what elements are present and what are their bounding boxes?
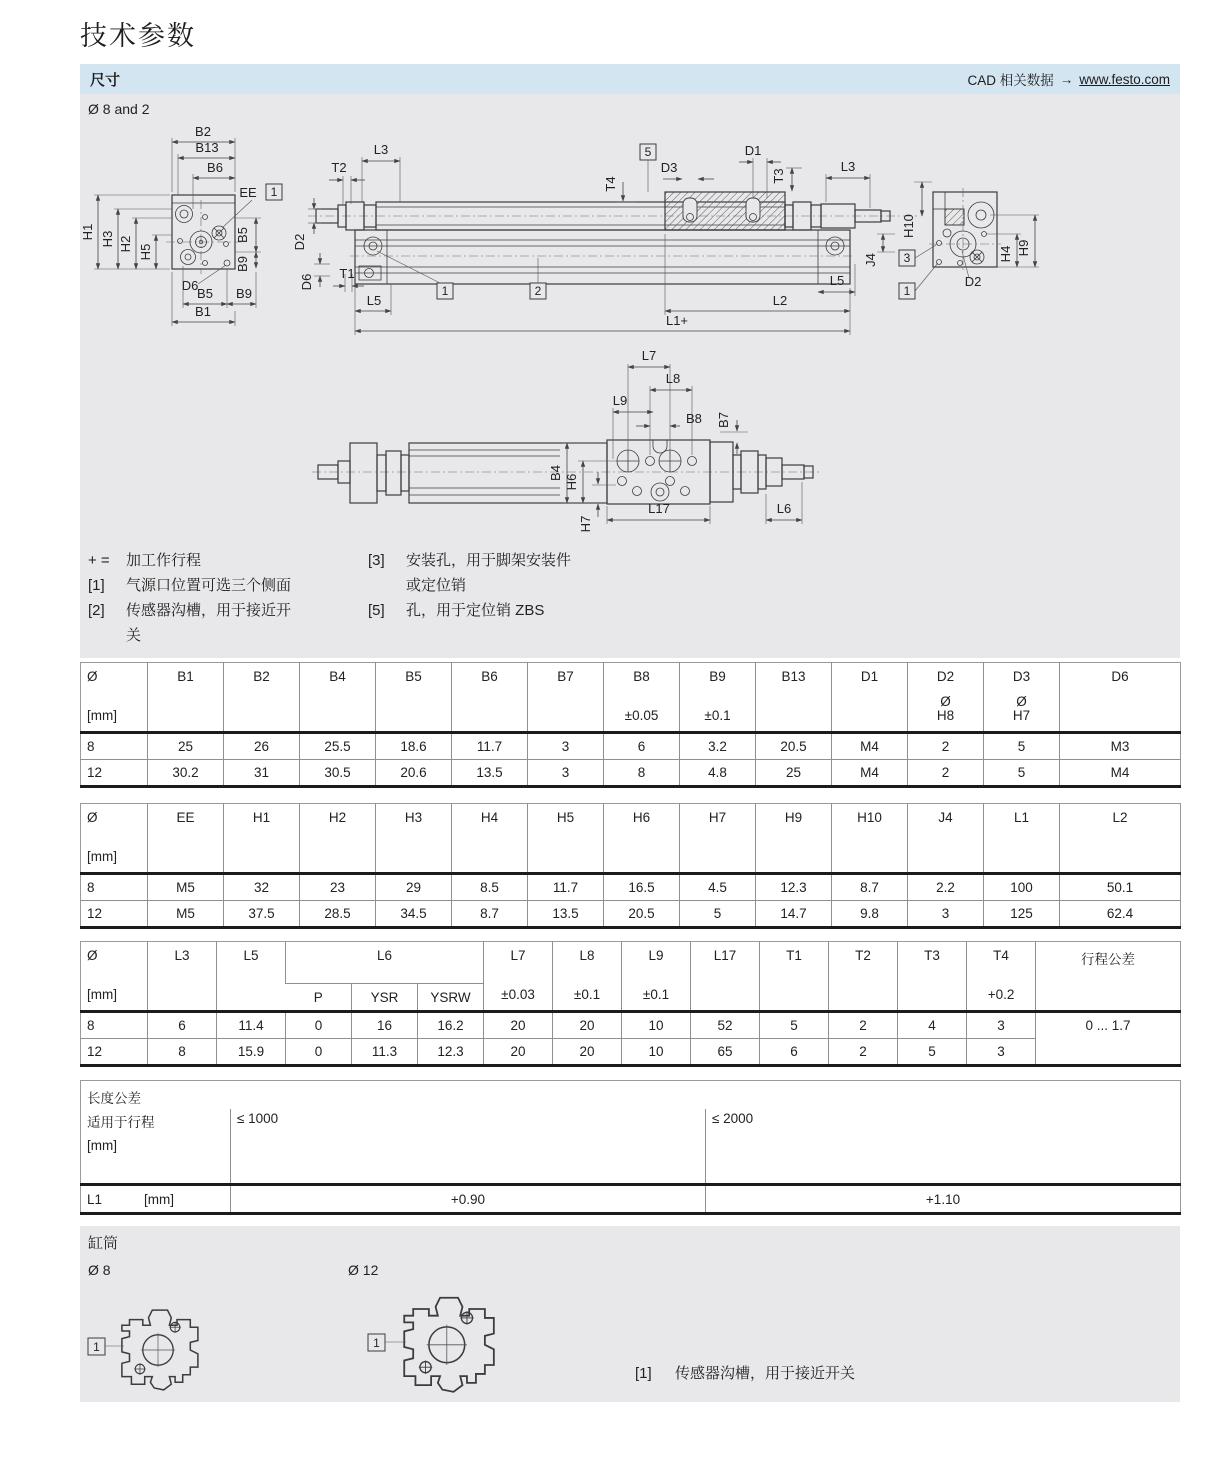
cell: 8 <box>604 760 680 787</box>
dim-label: T1 <box>339 266 355 281</box>
cell: 23 <box>300 874 376 901</box>
dim-label: L1+ <box>665 313 689 328</box>
dim-label: B2 <box>195 124 211 139</box>
column-header: H3 <box>376 804 452 874</box>
cell: 5 <box>898 1039 967 1066</box>
table-row <box>81 874 1181 901</box>
cell: 32 <box>224 874 300 901</box>
cell: 3.2 <box>680 733 756 760</box>
barrel-profiles-drawing <box>80 1226 1180 1402</box>
callout-label: 3 <box>903 251 911 265</box>
column-header: T3 <box>898 942 967 1012</box>
cell: 31 <box>224 760 300 787</box>
cell: 13.5 <box>528 901 604 928</box>
cell: 8.7 <box>452 901 528 928</box>
dim-label: D2 <box>292 233 307 251</box>
dim-label: L6 <box>776 501 792 516</box>
column-header: B2 <box>224 663 300 733</box>
dim-label: H3 <box>100 230 115 248</box>
section-title: 尺寸 <box>90 71 121 89</box>
cell: 11.3 <box>352 1039 418 1066</box>
cell: 10 <box>622 1039 691 1066</box>
cell: +1.10 <box>706 1185 1181 1214</box>
legend-item: [5] 孔，用于定位销 ZBS <box>368 602 545 619</box>
column-header: Ø [mm] <box>81 804 148 874</box>
column-header-group: L6 <box>286 942 484 984</box>
cell: 6 <box>604 733 680 760</box>
cell: 0 <box>286 1039 352 1066</box>
column-header: H10 <box>832 804 908 874</box>
column-header: 行程公差 <box>1036 942 1181 1012</box>
column-header: J4 <box>908 804 984 874</box>
cell: 18.6 <box>376 733 452 760</box>
callout-label: 1 <box>93 1340 100 1354</box>
barrel-footnote: [1] 传感器沟槽，用于接近开关 <box>635 1365 856 1382</box>
cell: 16 <box>352 1012 418 1039</box>
cell: 20.5 <box>756 733 832 760</box>
column-header: L7 ±0.03 <box>484 942 553 1012</box>
column-header: T4 +0.2 <box>967 942 1036 1012</box>
cell: 9.8 <box>832 901 908 928</box>
cad-data-note <box>967 69 1170 89</box>
cell: 20 <box>484 1012 553 1039</box>
barrel-d8-label: Ø 8 <box>88 1262 111 1278</box>
cell: 20.5 <box>604 901 680 928</box>
column-subheader: YSR <box>352 984 418 1012</box>
length-tolerance-table <box>80 1080 1181 1215</box>
cell: 2 <box>829 1012 898 1039</box>
table-header-row <box>81 663 1181 733</box>
section-header-bar <box>80 64 1180 94</box>
diameter-note: Ø 8 and 2 <box>88 101 150 117</box>
dim-label: B1 <box>195 304 211 319</box>
cell: 50.1 <box>1060 874 1181 901</box>
barrel-profile-8 <box>88 1310 198 1390</box>
cell: L1 [mm] <box>87 1191 175 1207</box>
cell: 8 <box>148 1039 217 1066</box>
cell: 2 <box>908 733 984 760</box>
dim-label: T3 <box>771 168 786 184</box>
top-view <box>312 348 820 532</box>
dim-label: H1 <box>80 223 95 241</box>
dim-label: L3 <box>373 142 389 157</box>
column-subheader: P <box>286 984 352 1012</box>
stroke-tolerance-cell: 0 ... 1.7 <box>1036 1012 1181 1066</box>
cell: 12 <box>81 901 148 928</box>
cell: 3 <box>528 733 604 760</box>
cell: 2 <box>908 760 984 787</box>
cell: M5 <box>148 874 224 901</box>
festo-link[interactable]: www.festo.com <box>1079 71 1170 87</box>
column-header: ≤ 2000 <box>706 1109 1181 1185</box>
dim-label: H5 <box>138 243 153 261</box>
cell: 2 <box>829 1039 898 1066</box>
dim-label: J4 <box>863 253 878 267</box>
column-header: B7 <box>528 663 604 733</box>
column-header: ≤ 1000 <box>231 1109 706 1185</box>
cell: 15.9 <box>217 1039 286 1066</box>
dim-label: L2 <box>772 293 788 308</box>
column-header: 适用于行程 [mm] <box>81 1109 231 1185</box>
dim-label: B6 <box>207 160 223 175</box>
dimension-table-lt <box>80 941 1181 1067</box>
dim-label: H9 <box>1016 239 1031 257</box>
column-header: L17 <box>691 942 760 1012</box>
dim-label: T2 <box>331 160 347 175</box>
cell: 34.5 <box>376 901 452 928</box>
table-header-row <box>81 1109 1181 1185</box>
callout-label: 1 <box>903 284 911 298</box>
dim-label: H4 <box>998 245 1013 263</box>
cell: 20.6 <box>376 760 452 787</box>
column-header: B1 <box>148 663 224 733</box>
table-row <box>81 760 1181 787</box>
cell: M4 <box>832 733 908 760</box>
legend-item: [3] 安装孔，用于脚架安装件或定位销 <box>368 552 572 594</box>
cell: 25 <box>148 733 224 760</box>
cell: 37.5 <box>224 901 300 928</box>
column-subheader: YSRW <box>418 984 484 1012</box>
cell: 26 <box>224 733 300 760</box>
column-header: H4 <box>452 804 528 874</box>
column-header: H9 <box>756 804 832 874</box>
cell: 8.7 <box>832 874 908 901</box>
cell: M3 <box>1060 733 1181 760</box>
cell: 20 <box>553 1039 622 1066</box>
dim-label: B8 <box>686 411 702 426</box>
cell: 12 <box>81 1039 148 1066</box>
dim-label: L8 <box>665 371 681 386</box>
dim-label: B5 <box>235 227 250 243</box>
cell: 25 <box>756 760 832 787</box>
cell: 11.7 <box>528 874 604 901</box>
dim-label: B4 <box>548 465 563 481</box>
cell: 13.5 <box>452 760 528 787</box>
dimension-table-h <box>80 803 1181 929</box>
cell: 25.5 <box>300 733 376 760</box>
end-view-left <box>80 124 282 326</box>
cell: 30.5 <box>300 760 376 787</box>
dim-label: L7 <box>641 348 657 363</box>
dim-label: L17 <box>648 501 670 516</box>
cad-label: CAD 相关数据 <box>967 73 1054 88</box>
end-view-right <box>863 182 1039 299</box>
table-row <box>81 1185 1181 1214</box>
column-header: L9 ±0.1 <box>622 942 691 1012</box>
dim-label: L5 <box>366 293 382 308</box>
cell: 62.4 <box>1060 901 1181 928</box>
cell: 52 <box>691 1012 760 1039</box>
column-header: H7 <box>680 804 756 874</box>
dim-label: D6 <box>299 273 314 291</box>
callout-label: 1 <box>270 185 278 199</box>
column-header: T2 <box>829 942 898 1012</box>
cell: 11.7 <box>452 733 528 760</box>
cell: M4 <box>832 760 908 787</box>
barrel-profile-12 <box>368 1298 494 1392</box>
cell: 3 <box>967 1012 1036 1039</box>
dim-label: L9 <box>612 393 628 408</box>
column-header: B13 <box>756 663 832 733</box>
arrow-icon: → <box>1059 71 1074 87</box>
table-row <box>81 901 1181 928</box>
cell: 28.5 <box>300 901 376 928</box>
cell: M5 <box>148 901 224 928</box>
cell: 16.2 <box>418 1012 484 1039</box>
cell: 8 <box>87 739 95 754</box>
column-header: L3 <box>148 942 217 1012</box>
cell: 14.7 <box>756 901 832 928</box>
column-header: L2 <box>1060 804 1181 874</box>
dim-label: B9 <box>236 286 252 301</box>
cell: 12.3 <box>756 874 832 901</box>
cell: 6 <box>148 1012 217 1039</box>
column-header: B9 ±0.1 <box>680 663 756 733</box>
barrel-d12-label: Ø 12 <box>348 1262 379 1278</box>
table-caption: 长度公差 <box>87 1091 141 1106</box>
column-header: H2 <box>300 804 376 874</box>
dim-label: B7 <box>716 412 731 428</box>
cell: 3 <box>967 1039 1036 1066</box>
cell: 4.5 <box>680 874 756 901</box>
dim-label: L3 <box>840 159 856 174</box>
cell: 5 <box>760 1012 829 1039</box>
cell: 12 <box>81 760 148 787</box>
cell: M4 <box>1060 760 1181 787</box>
dim-label: D2 <box>964 274 982 289</box>
cell: 8 <box>87 1018 95 1033</box>
cell: 8 <box>87 880 95 895</box>
cell: 5 <box>984 760 1060 787</box>
column-header: B8 ±0.05 <box>604 663 680 733</box>
dim-label: D3 <box>660 160 678 175</box>
dim-label: D6 <box>181 278 199 293</box>
cell: 4 <box>898 1012 967 1039</box>
table-header-row <box>81 942 1181 984</box>
cell: 0 <box>286 1012 352 1039</box>
dim-label: T4 <box>603 176 618 192</box>
cell: 3 <box>528 760 604 787</box>
cell: 16.5 <box>604 874 680 901</box>
callout-label: 2 <box>534 284 542 298</box>
cell: 12.3 <box>418 1039 484 1066</box>
column-header: D1 <box>832 663 908 733</box>
cell: 11.4 <box>217 1012 286 1039</box>
callout-label: 1 <box>373 1336 380 1350</box>
column-header: D6 <box>1060 663 1181 733</box>
column-header: T1 <box>760 942 829 1012</box>
cell: 5 <box>984 733 1060 760</box>
table-row <box>81 1039 1181 1066</box>
dim-label: D1 <box>744 143 762 158</box>
column-header: Ø [mm] <box>81 942 148 1012</box>
column-header: EE <box>148 804 224 874</box>
dimension-table-bd <box>80 662 1181 788</box>
cell: +0.90 <box>231 1185 706 1214</box>
dim-label: H7 <box>578 515 593 533</box>
dim-label: B5 <box>197 286 213 301</box>
column-header: B5 <box>376 663 452 733</box>
side-view <box>292 142 918 335</box>
cell: 10 <box>622 1012 691 1039</box>
dim-label: H2 <box>118 235 133 253</box>
page-title: 技术参数 <box>80 21 196 51</box>
cell: 20 <box>484 1039 553 1066</box>
legend-item: [1] 气源口位置可选三个侧面 <box>88 577 292 594</box>
column-header: D2 Ø H8 <box>908 663 984 733</box>
cell: 29 <box>376 874 452 901</box>
column-header: D3 Ø H7 <box>984 663 1060 733</box>
cell: 2.2 <box>908 874 984 901</box>
column-header: L8 ±0.1 <box>553 942 622 1012</box>
column-header: H5 <box>528 804 604 874</box>
cell: 30.2 <box>148 760 224 787</box>
cell: 8.5 <box>452 874 528 901</box>
column-header: H6 <box>604 804 680 874</box>
cell: 6 <box>760 1039 829 1066</box>
dim-label: H6 <box>564 473 579 491</box>
column-header: H1 <box>224 804 300 874</box>
table-caption-row <box>81 1081 1181 1110</box>
callout-label: 1 <box>441 284 449 298</box>
legend-item: + = 加工作行程 <box>88 552 202 569</box>
cell: 5 <box>680 901 756 928</box>
dimensions-section <box>80 64 1180 658</box>
dim-label: B13 <box>195 140 219 155</box>
cell: 125 <box>984 901 1060 928</box>
cell: 65 <box>691 1039 760 1066</box>
barrel-title: 缸筒 <box>88 1235 119 1252</box>
barrel-section <box>80 1226 1180 1402</box>
cell: 3 <box>908 901 984 928</box>
cell: 20 <box>553 1012 622 1039</box>
cell: 4.8 <box>680 760 756 787</box>
column-header: B6 <box>452 663 528 733</box>
column-header: Ø [mm] <box>81 663 148 733</box>
column-header: B4 <box>300 663 376 733</box>
dim-label: EE <box>239 185 257 200</box>
column-header: L5 <box>217 942 286 1012</box>
technical-drawing <box>80 114 1180 544</box>
dim-label: L5 <box>829 273 845 288</box>
legend-item: [2] 传感器沟槽，用于接近开关 <box>88 602 292 644</box>
table-row <box>81 733 1181 760</box>
table-header-row <box>81 804 1181 874</box>
column-header: L1 <box>984 804 1060 874</box>
dim-label: B9 <box>235 256 250 272</box>
callout-label: 5 <box>644 145 652 159</box>
dim-label: H10 <box>901 214 916 238</box>
table-row <box>81 1012 1181 1039</box>
cell: 100 <box>984 874 1060 901</box>
